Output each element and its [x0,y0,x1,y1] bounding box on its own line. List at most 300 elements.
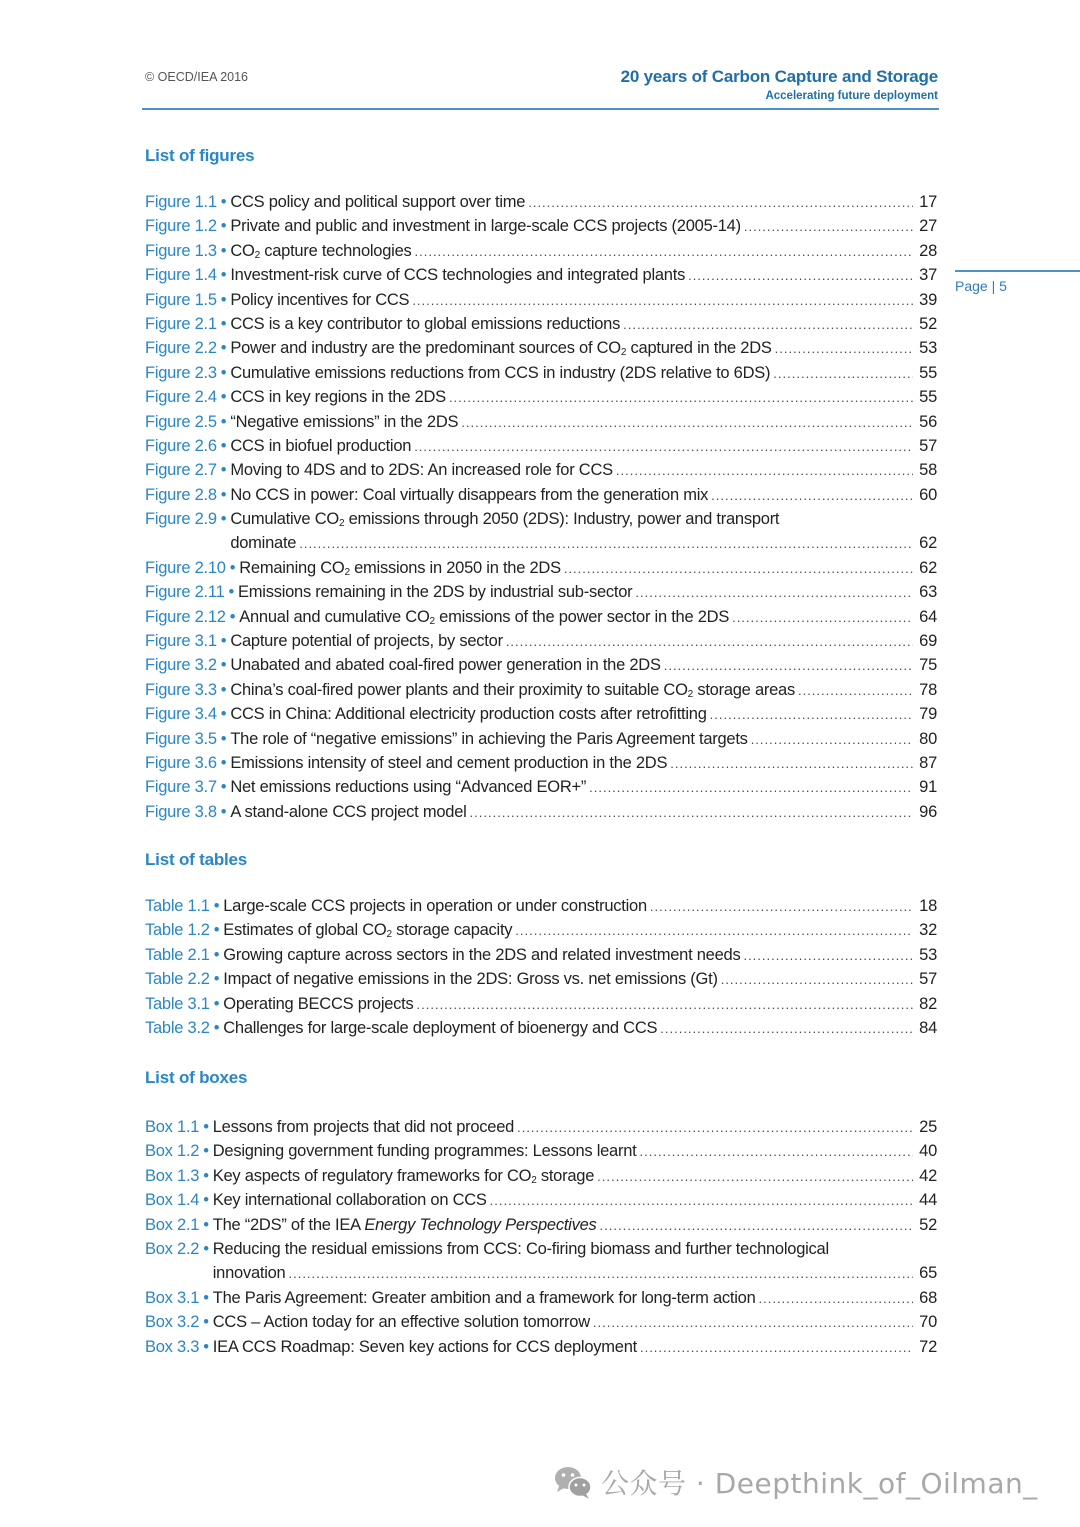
entry-title [230,239,411,263]
subscript: 2 [338,518,345,530]
entry-reference[interactable]: Box 3.1 [145,1288,200,1307]
bullet-icon: • [220,193,227,211]
entry-title-text: storage capacity [391,921,513,940]
dot-leader [640,1140,914,1164]
entry-reference[interactable]: Figure 2.5 [145,412,217,431]
entry-title-text: Emissions intensity of steel and cement production in the 2DS [230,754,668,772]
entry-title-text: Cumulative emissions reductions from CCS in industry (2DS relative to 6DS) [230,363,771,382]
bullet-icon: • [220,217,227,236]
entry-title-text: CCS in China: Additional electricity production costs after retrofitting [230,705,707,724]
toc-entry[interactable] [145,918,937,942]
entry-reference[interactable]: Figure 3.6 [145,754,217,772]
dot-leader [743,944,913,968]
entry-reference[interactable]: Figure 1.3 [145,241,217,260]
entry-page-number[interactable]: 57 [919,970,937,989]
entry-reference[interactable]: Figure 2.11 [145,583,225,602]
toc-entry[interactable] [145,1115,937,1139]
wechat-icon [553,1464,593,1500]
entry-title [230,336,771,360]
watermark [553,1462,1038,1502]
entry-page-number[interactable]: 70 [919,1313,937,1332]
toc-entry[interactable] [145,629,937,653]
dot-leader [461,411,913,435]
bullet-icon: • [213,970,220,989]
entry-page-number[interactable]: 42 [919,1166,937,1185]
entry-title [230,629,502,653]
entry-page-number[interactable]: 65 [919,1264,937,1283]
entry-page-number[interactable]: 82 [919,994,937,1013]
entry-title [230,214,741,238]
toc-entry[interactable] [145,458,937,482]
dot-leader [414,435,913,459]
entry-page-number[interactable]: 18 [919,897,937,915]
entry-reference[interactable]: Figure 2.2 [145,339,217,358]
dot-leader [515,919,913,943]
bullet-icon: • [220,412,227,431]
dot-leader [589,776,913,800]
dot-leader [415,240,914,264]
entry-title-text: Net emissions reductions using “Advanced EOR+” [230,778,587,797]
dot-leader [732,606,913,630]
entry-title [230,653,660,677]
entry-page-number[interactable]: 55 [919,363,937,382]
toc-entry[interactable] [145,727,937,751]
entry-title [213,1335,637,1359]
entry-page-number[interactable]: 79 [919,705,937,724]
toc-entry[interactable] [145,483,937,507]
dot-leader [670,752,913,776]
dot-leader [660,1017,913,1041]
toc-entry[interactable] [145,605,937,629]
dot-leader [775,337,913,361]
bullet-icon: • [203,1142,209,1161]
entry-title [230,410,458,434]
dot-leader [564,557,913,581]
toc-entry[interactable] [145,1335,937,1359]
entry-title [223,967,717,991]
toc-entry[interactable] [145,385,937,409]
entry-title-text: China’s coal-fired power plants and their proximity to suitable CO [230,680,688,699]
dot-leader [710,703,913,727]
entry-title [230,678,795,702]
bullet-icon: • [213,1018,220,1037]
entry-title [239,605,729,629]
entry-page-number[interactable]: 37 [919,266,937,285]
entry-page-number[interactable]: 78 [919,680,937,699]
entry-page-number[interactable]: 87 [919,754,937,772]
entry-page-number[interactable]: 53 [919,945,937,964]
entry-title [230,312,620,336]
entry-title-text: Emissions remaining in the 2DS by industrial sub-sector [238,583,633,602]
entry-reference[interactable]: Figure 1.5 [145,290,217,309]
toc-entry[interactable] [145,967,937,991]
dot-leader [517,1116,913,1140]
entry-title [213,1286,756,1310]
toc-entry[interactable] [145,239,937,263]
entry-title [223,992,413,1016]
entry-page-number[interactable]: 69 [919,632,937,651]
list-of-boxes [145,1115,937,1359]
entry-page-number[interactable]: 25 [919,1118,937,1136]
entry-reference[interactable]: Table 3.1 [145,994,210,1013]
entry-reference[interactable]: Box 1.2 [145,1142,200,1161]
entry-title-text: Cumulative CO [230,510,339,529]
entry-title-text: Growing capture across sectors in the 2DS and related investment needs [223,945,741,964]
list-of-tables [145,894,937,1040]
entry-title-text: Lessons from projects that did not proceed [212,1118,515,1136]
running-header [621,66,938,104]
toc-entry[interactable] [145,410,937,434]
dot-leader [623,313,913,337]
entry-title-text: CCS – Action today for an effective solution tomorrow [212,1313,590,1332]
subscript: 2 [620,347,627,359]
entry-title-text: The Paris Agreement: Greater ambition and a framework for long-term action [212,1288,756,1307]
entry-page-number[interactable]: 55 [919,388,937,407]
entry-title-text: emissions in 2050 in the 2DS [349,558,561,577]
entry-reference[interactable]: Table 1.2 [145,921,210,940]
bullet-icon: • [203,1191,209,1210]
entry-reference[interactable]: Figure 3.8 [145,802,217,821]
toc-entry[interactable] [145,1286,937,1310]
entry-reference[interactable]: Figure 2.9 [145,510,217,529]
entry-page-number[interactable]: 62 [919,558,937,577]
entry-title-text: Investment-risk curve of CCS technologies and integrated plants [230,266,686,285]
bullet-icon: • [220,436,227,455]
entry-page-number[interactable]: 17 [919,193,937,211]
subscript: 2 [254,249,260,261]
subscript: 2 [531,1174,537,1186]
bullet-icon: • [220,510,227,529]
bullet-icon: • [203,1118,209,1136]
bullet-icon: • [220,680,227,699]
entry-title [213,1240,829,1258]
entry-reference[interactable]: Box 1.3 [145,1166,200,1185]
entry-reference[interactable]: Figure 2.12 [145,607,226,626]
dot-leader [288,1262,913,1286]
toc-entry[interactable] [145,1139,937,1163]
entry-title [223,943,740,967]
entry-title [213,1139,637,1163]
dot-leader [744,215,913,239]
toc-entry[interactable] [145,263,937,287]
entry-title-text: CCS is a key contributor to global emissions reductions [230,314,621,333]
toc-entry[interactable] [145,1213,937,1237]
dot-leader [640,1336,913,1360]
entry-page-number[interactable]: 40 [919,1142,937,1161]
entry-reference[interactable]: Figure 3.5 [145,729,217,748]
dot-leader [773,362,913,386]
entry-title [230,361,770,385]
toc-entry[interactable] [145,1310,937,1334]
dot-leader [635,581,913,605]
entry-page-number[interactable]: 52 [919,314,937,333]
entry-title [213,1310,590,1334]
entry-title-text: Unabated and abated coal-fired power generation in the 2DS [230,656,661,675]
entry-title-text: Large-scale CCS projects in operation or under construction [223,897,647,915]
toc-entry[interactable] [145,894,937,918]
toc-entry[interactable] [145,190,937,214]
bullet-icon: • [203,1313,209,1332]
toc-entry[interactable] [145,507,937,556]
toc-entry[interactable] [145,336,937,360]
entry-reference[interactable]: Figure 1.2 [145,217,217,236]
dot-leader [664,654,913,678]
bullet-icon: • [229,607,236,626]
entry-title-text: captured in the 2DS [626,339,772,358]
bullet-icon: • [228,583,235,602]
entry-title [230,458,613,482]
bullet-icon: • [213,921,220,940]
entry-reference[interactable]: Figure 2.8 [145,485,217,504]
entry-page-number[interactable]: 91 [919,778,937,797]
dot-leader [412,289,913,313]
entry-page-number[interactable]: 63 [919,583,937,602]
entry-page-number[interactable]: 56 [919,412,937,431]
bullet-icon: • [220,388,227,407]
entry-title-italic: Energy Technology Perspectives [364,1215,597,1234]
entry-title-continuation: innovation [212,1264,286,1283]
bullet-icon: • [220,705,227,724]
bullet-icon: • [220,754,227,772]
entry-page-number[interactable]: 62 [919,534,937,553]
entry-page-number[interactable]: 27 [919,217,937,236]
entry-page-number[interactable]: 32 [919,921,937,940]
dot-leader [299,532,913,556]
list-of-figures [145,190,937,824]
entry-title-text: Designing government funding programmes: Lessons learnt [212,1142,637,1161]
entry-reference[interactable]: Box 2.2 [145,1239,200,1258]
dot-leader [417,993,913,1017]
toc-entry[interactable] [145,288,937,312]
entry-title-text: Private and public and investment in large-scale CCS projects (2005-14) [230,217,741,236]
entry-title [230,385,446,409]
entry-title-text: CO [230,241,255,260]
toc-entry[interactable] [145,775,937,799]
entry-page-number[interactable]: 72 [919,1337,937,1356]
entry-title-text: Policy incentives for CCS [230,290,410,309]
entry-title [239,556,561,580]
entry-title-text: Power and industry are the predominant sources of CO [230,339,621,358]
bullet-icon: • [203,1337,209,1356]
entry-title [238,580,632,604]
entry-page-number[interactable]: 64 [919,607,937,626]
document-subtitle: Accelerating future deployment [765,90,938,102]
entry-page-number[interactable]: 57 [919,436,937,455]
entry-title-text: IEA CCS Roadmap: Seven key actions for CCS deployment [212,1337,637,1356]
page-number: Page | 5 [955,278,1007,294]
dot-leader [751,728,913,752]
entry-reference[interactable]: Figure 1.4 [145,266,217,285]
entry-title-text: The “2DS” of the IEA [212,1215,365,1234]
dot-leader [711,484,913,508]
entry-title [230,434,411,458]
entry-title-text: capture technologies [259,241,412,260]
entry-reference[interactable]: Figure 2.4 [145,388,217,407]
bullet-icon: • [220,241,227,260]
entry-page-number[interactable]: 53 [919,339,937,358]
entry-page-number[interactable]: 75 [919,656,937,675]
entry-page-number[interactable]: 80 [919,729,937,748]
entry-title-text: Challenges for large-scale deployment of bioenergy and CCS [223,1018,658,1037]
entry-title-text: storage [536,1166,595,1185]
toc-entry[interactable] [145,434,937,458]
dot-leader [650,895,913,919]
entry-title [230,775,586,799]
bullet-icon: • [220,656,227,675]
entry-reference[interactable]: Figure 2.6 [145,436,217,455]
toc-entry[interactable] [145,556,937,580]
entry-reference[interactable]: Table 1.1 [145,897,210,915]
entry-reference[interactable]: Figure 3.4 [145,705,217,724]
entry-title [213,1213,597,1237]
entry-page-number[interactable]: 58 [919,461,937,480]
bullet-icon: • [220,363,227,382]
toc-entry[interactable] [145,361,937,385]
bullet-icon: • [220,314,227,333]
dot-leader [449,386,913,410]
entry-title [213,1188,487,1212]
entry-reference[interactable]: Figure 2.7 [145,461,217,480]
toc-entry[interactable] [145,943,937,967]
entry-title [223,894,647,918]
toc-entry[interactable] [145,992,937,1016]
entry-page-number[interactable]: 28 [919,241,937,260]
entry-title-text: emissions through 2050 (2DS): Industry, power and transport [344,510,780,529]
entry-title [223,1016,657,1040]
toc-entry[interactable] [145,800,937,824]
toc-entry[interactable] [145,751,937,775]
entry-reference[interactable]: Figure 3.3 [145,680,217,699]
entry-page-number[interactable]: 52 [919,1215,937,1234]
entry-reference[interactable]: Box 3.2 [145,1313,200,1332]
entry-reference[interactable]: Table 3.2 [145,1018,210,1037]
entry-reference[interactable]: Figure 2.10 [145,558,226,577]
toc-entry[interactable] [145,214,937,238]
bullet-icon: • [220,485,227,504]
bullet-icon: • [213,945,220,964]
entry-reference[interactable]: Box 3.3 [145,1337,200,1356]
entry-title-text: Annual and cumulative CO [239,607,430,626]
entry-reference[interactable]: Figure 2.3 [145,363,217,382]
dot-leader [490,1189,913,1213]
toc-entry[interactable] [145,580,937,604]
entry-title-text: Remaining CO [239,558,345,577]
bullet-icon: • [203,1288,209,1307]
entry-reference[interactable]: Figure 3.2 [145,656,217,675]
entry-title-text: Reducing the residual emissions from CCS: Co-firing biomass and further technological [212,1239,829,1258]
entry-title-text: CCS in key regions in the 2DS [230,388,446,407]
entry-title [230,510,779,528]
entry-title-text: Capture potential of projects, by sector [230,632,503,651]
bullet-icon: • [220,461,227,480]
dot-leader [759,1287,914,1311]
entry-title-text: CCS in biofuel production [230,436,412,455]
entry-title-text: Key aspects of regulatory frameworks for CO [212,1166,532,1185]
entry-title [230,288,409,312]
toc-entry[interactable] [145,653,937,677]
entry-page-number[interactable]: 60 [919,485,937,504]
dot-leader [597,1165,913,1189]
dot-leader [528,191,913,215]
subscript: 2 [344,566,350,578]
bullet-icon: • [213,897,220,915]
entry-reference[interactable]: Figure 3.7 [145,778,217,797]
subscript: 2 [386,929,392,941]
watermark-text: 公众号 · Deepthink_of_Oilman_ [601,1467,1038,1500]
bullet-icon: • [220,339,227,358]
list-of-tables-heading: List of tables [145,850,248,869]
entry-page-number[interactable]: 96 [919,802,937,821]
entry-title [230,483,708,507]
dot-leader [593,1311,913,1335]
dot-leader [688,264,913,288]
entry-page-number[interactable]: 44 [919,1191,937,1210]
entry-title [230,800,466,824]
entry-reference[interactable]: Table 2.1 [145,945,210,964]
entry-title-text: Operating BECCS projects [223,994,414,1013]
dot-leader [600,1214,913,1238]
toc-entry[interactable] [145,678,937,702]
bullet-icon: • [203,1239,209,1258]
bullet-icon: • [220,729,227,748]
toc-entry[interactable] [145,1237,937,1286]
bullet-icon: • [203,1215,209,1234]
entry-reference[interactable]: Box 1.1 [145,1118,200,1136]
toc-entry[interactable] [145,1188,937,1212]
entry-page-number[interactable]: 39 [919,290,937,309]
entry-title-text: A stand-alone CCS project model [230,802,467,821]
toc-entry[interactable] [145,702,937,726]
entry-reference[interactable]: Box 2.1 [145,1215,200,1234]
entry-title-text: No CCS in power: Coal virtually disappears from the generation mix [230,485,709,504]
entry-title-text: Moving to 4DS and to 2DS: An increased role for CCS [230,461,613,480]
toc-entry[interactable] [145,312,937,336]
bullet-icon: • [220,632,227,651]
entry-title [223,918,512,942]
dot-leader [721,968,913,992]
entry-reference[interactable]: Figure 2.1 [145,314,217,333]
entry-title-continuation: dominate [230,534,297,553]
entry-reference[interactable]: Table 2.2 [145,970,210,989]
entry-title [230,727,747,751]
subscript: 2 [687,688,693,700]
entry-title [230,702,706,726]
entry-title [213,1115,514,1139]
entry-reference[interactable]: Figure 1.1 [145,193,217,211]
entry-title-text: Key international collaboration on CCS [212,1191,487,1210]
dot-leader [506,630,913,654]
document-title: 20 years of Carbon Capture and Storage [620,67,938,86]
entry-page-number[interactable]: 84 [919,1018,937,1037]
entry-title [230,190,525,214]
page-marker-divider [955,270,1080,272]
subscript: 2 [429,615,435,627]
bullet-icon: • [220,290,227,309]
bullet-icon: • [229,558,236,577]
entry-reference[interactable]: Figure 3.1 [145,632,217,651]
header-divider [142,108,939,110]
entry-title-text: Estimates of global CO [223,921,387,940]
entry-title-text: emissions of the power sector in the 2DS [434,607,730,626]
entry-reference[interactable]: Box 1.4 [145,1191,200,1210]
bullet-icon: • [220,802,227,821]
toc-entry[interactable] [145,1164,937,1188]
toc-entry[interactable] [145,1016,937,1040]
bullet-icon: • [203,1166,209,1185]
entry-page-number[interactable]: 68 [919,1288,937,1307]
copyright-notice: © OECD/IEA 2016 [145,70,249,84]
bullet-icon: • [220,266,227,285]
